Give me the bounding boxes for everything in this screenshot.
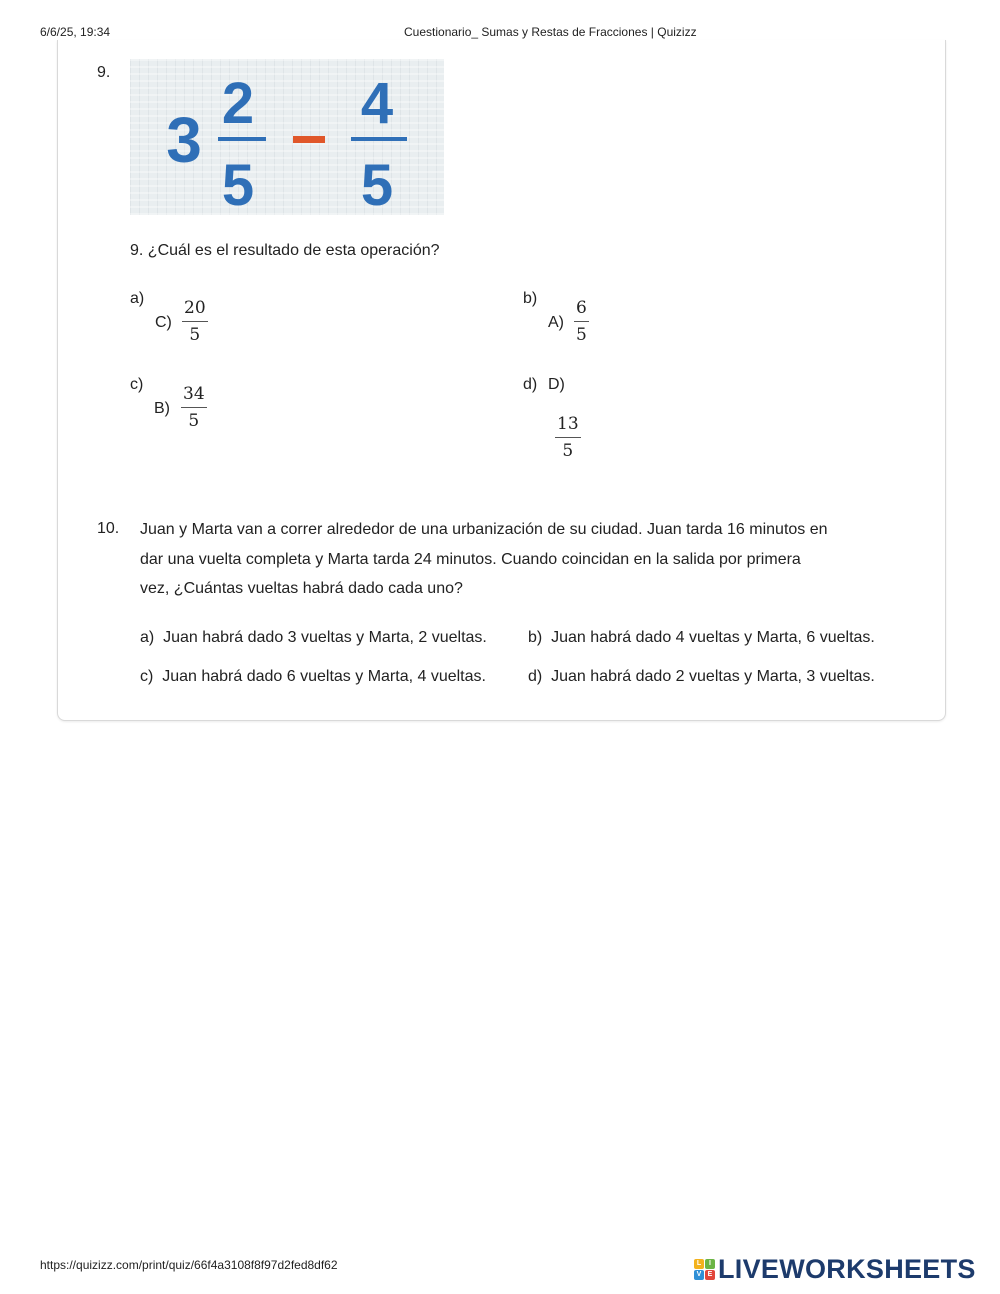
q10-option-d-letter: d) — [528, 668, 543, 685]
question-10-line-3: vez, ¿Cuántas vueltas habrá dado cada uno? — [140, 580, 463, 597]
liveworksheets-logo — [694, 1254, 976, 1284]
q9-option-d-fraction[interactable] — [555, 413, 581, 462]
logo-tile-i: I — [705, 1259, 715, 1269]
q9-option-d-label[interactable]: D) — [548, 376, 565, 393]
fraction-bar — [555, 437, 581, 438]
expr-whole: 3 — [166, 104, 202, 176]
question-9-image — [130, 59, 444, 215]
q9-option-d-letter[interactable]: d) — [523, 376, 538, 393]
fraction-bar — [574, 321, 589, 322]
fraction-bar — [182, 321, 208, 322]
expr-num1: 2 — [221, 71, 255, 136]
fraction-bar — [181, 407, 207, 408]
q9-option-b-letter[interactable]: b) — [523, 290, 538, 307]
q9-option-a-denominator: 5 — [189, 325, 201, 345]
q9-option-b-numerator: 6 — [576, 298, 587, 318]
q9-option-a-numerator: 20 — [184, 298, 206, 318]
q10-option-c-text: Juan habrá dado 6 vueltas y Marta, 4 vueltas. — [162, 668, 486, 685]
fraction-expression-graphic — [130, 59, 444, 215]
q9-option-d-denominator: 5 — [562, 441, 574, 461]
q10-option-c-letter: c) — [140, 668, 154, 685]
q10-option-c[interactable] — [140, 662, 486, 691]
logo-tile-l: L — [694, 1259, 704, 1269]
q9-option-b-fraction[interactable] — [574, 297, 589, 346]
question-10-line-1: Juan y Marta van a correr alrededor de una urbanización de su ciudad. Juan tarda 16 minutos en — [140, 521, 828, 538]
page-title: Cuestionario_ Sumas y Restas de Fracciones | Quizizz — [404, 25, 697, 39]
question-9-text: 9. ¿Cuál es el resultado de esta operación? — [130, 242, 440, 259]
logo-tile-e: E — [705, 1270, 715, 1280]
liveworksheets-logo-icon — [694, 1259, 715, 1280]
q10-option-b[interactable] — [528, 623, 875, 652]
q9-option-b-label[interactable]: A) — [548, 314, 564, 331]
expr-den1: 5 — [221, 153, 255, 215]
q10-option-a-text: Juan habrá dado 3 vueltas y Marta, 2 vueltas. — [163, 629, 487, 646]
q10-option-a[interactable] — [140, 623, 487, 652]
q10-option-b-text: Juan habrá dado 4 vueltas y Marta, 6 vueltas. — [551, 629, 875, 646]
q9-option-c-letter[interactable]: c) — [130, 376, 144, 393]
liveworksheets-logo-text: LIVEWORKSHEETS — [718, 1253, 976, 1284]
print-date: 6/6/25, 19:34 — [40, 25, 111, 39]
q9-option-a-letter[interactable]: a) — [130, 290, 145, 307]
q10-option-b-letter: b) — [528, 629, 543, 646]
expr-den2: 5 — [360, 153, 394, 215]
q9-option-a-label[interactable]: C) — [155, 314, 172, 331]
q9-option-c-numerator: 34 — [183, 384, 205, 404]
expr-num2: 4 — [360, 71, 394, 136]
question-10-number: 10. — [97, 520, 120, 537]
q9-option-c-label[interactable]: B) — [154, 400, 170, 417]
q10-option-a-letter: a) — [140, 629, 155, 646]
q10-option-d[interactable] — [528, 662, 875, 691]
expr-bar2 — [351, 137, 407, 141]
logo-tile-v: V — [694, 1270, 704, 1280]
expr-operator — [293, 136, 325, 143]
q9-option-c-fraction[interactable] — [181, 383, 207, 432]
q9-option-a-fraction[interactable] — [182, 297, 208, 346]
q9-option-d-numerator: 13 — [557, 414, 579, 434]
q9-option-b-denominator: 5 — [576, 325, 587, 345]
question-10-line-2: dar una vuelta completa y Marta tarda 24 minutos. Cuando coincidan en la salida por primera — [140, 551, 801, 568]
footer-url: https://quizizz.com/print/quiz/66f4a3108f8f97d2fed8df62 — [40, 1258, 338, 1272]
expr-bar1 — [218, 137, 266, 141]
q10-option-d-text: Juan habrá dado 2 vueltas y Marta, 3 vueltas. — [551, 668, 875, 685]
question-9-number: 9. — [97, 64, 111, 81]
q9-option-c-denominator: 5 — [188, 411, 200, 431]
